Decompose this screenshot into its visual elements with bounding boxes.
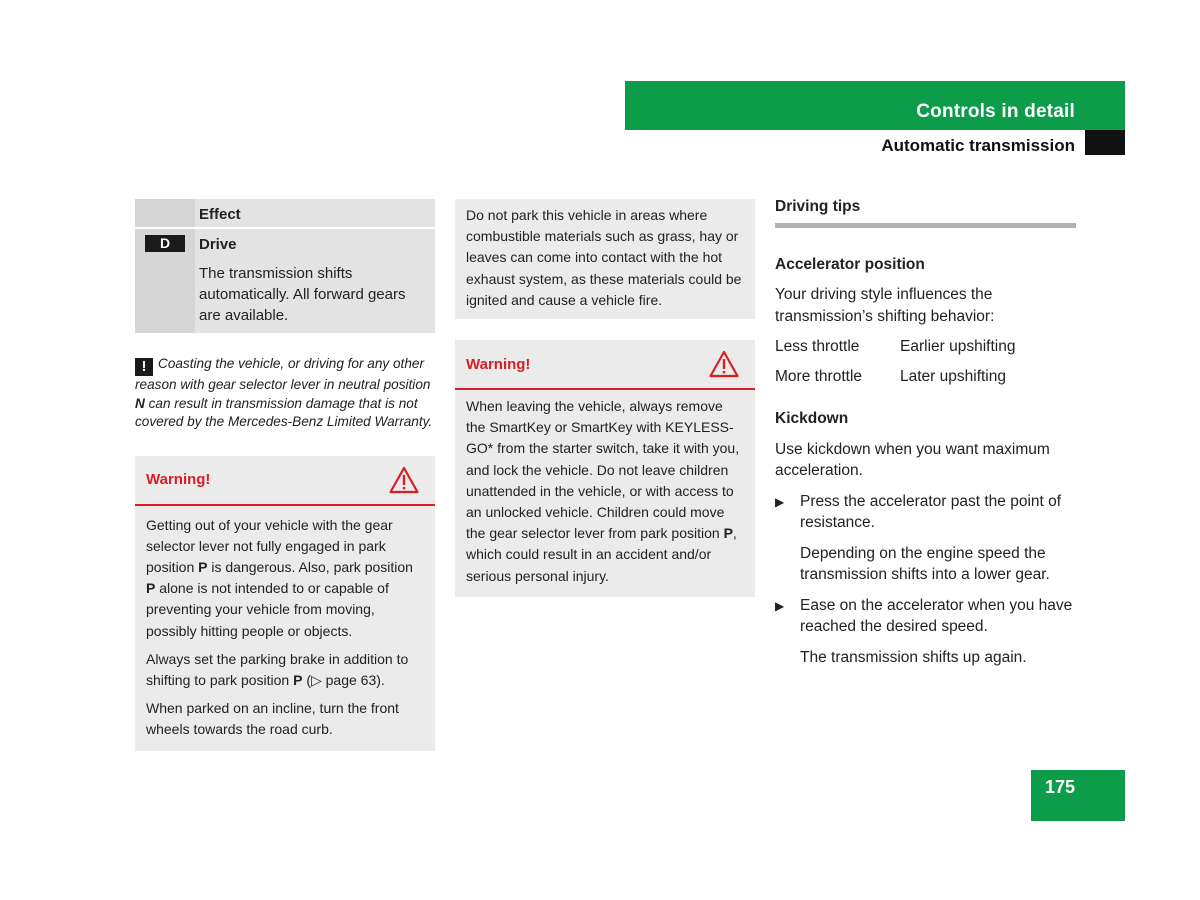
accelerator-heading: Accelerator position bbox=[775, 255, 925, 273]
throttle-row: Less throttle Earlier upshifting bbox=[775, 338, 1016, 355]
warning-label: Warning! bbox=[146, 471, 211, 488]
gear-description: The transmission shifts automatically. All forward gears are available. bbox=[199, 265, 406, 324]
instruction-result: The transmission shifts up again. bbox=[800, 648, 1027, 666]
effect-header-label: Effect bbox=[199, 206, 241, 223]
fire-hazard-note: Do not park this vehicle in areas where combustible materials such as grass, hay or leaves can come into contact with the hot exhaust system, as these materials could be ignited and cause a vehicle fire. bbox=[455, 199, 755, 319]
warning-paragraph: Always set the parking brake in addition to shifting to park position P (▷ page 63). bbox=[146, 650, 409, 688]
warning-label: Warning! bbox=[466, 355, 531, 373]
driving-tips-heading: Driving tips bbox=[775, 196, 1076, 228]
column-left bbox=[135, 199, 435, 751]
warning-paragraph: When parked on an incline, turn the front wheels towards the road curb. bbox=[146, 700, 399, 738]
warning-triangle-icon bbox=[389, 466, 419, 494]
throttle-row: More throttle Later upshifting bbox=[775, 367, 1006, 385]
gear-name: Drive bbox=[199, 236, 237, 253]
gear-d-icon: D bbox=[145, 235, 185, 252]
kickdown-heading: Kickdown bbox=[775, 410, 849, 427]
warning-triangle-icon bbox=[709, 350, 739, 378]
warning-box-parking bbox=[135, 456, 435, 751]
warning-paragraph: When leaving the vehicle, always remove the SmartKey or SmartKey with KEYLESS-GO* from the starter switch, take it with you, and lock the vehicle. Do not leave children unattended in the vehicle, or with access to an unlocked vehicle. Children could move the gear selector lever from park position P, which could result in an accident and/or serious personal injury. bbox=[466, 398, 740, 584]
instruction-step: ▶ Ease on the accelerator when you have reached the desired speed. bbox=[775, 595, 1076, 638]
effect-table bbox=[135, 199, 435, 333]
effect-table-row bbox=[135, 229, 435, 333]
subsection-marker bbox=[1085, 130, 1125, 155]
section-title: Controls in detail bbox=[916, 101, 1075, 122]
warning-paragraph: Getting out of your vehicle with the gear selector lever not fully engaged in park position P is dangerous. Also, park position P alone is not intended to or capable of preventing your vehicle from moving, possibly hitting people or objects. bbox=[146, 516, 413, 639]
effect-table-header bbox=[135, 199, 435, 229]
section-header-bar bbox=[625, 81, 1125, 130]
instruction-result: Depending on the engine speed the transmission shifts into a lower gear. bbox=[800, 544, 1050, 583]
arrow-right-icon: ▶ bbox=[775, 598, 785, 613]
page-number: 175 bbox=[1044, 777, 1075, 797]
damage-notice: ! Coasting the vehicle, or driving for any other reason with gear selector lever in neutral position N can result in transmission damage that is not covered by the Mercedes-Benz Limited Warranty. bbox=[135, 356, 433, 429]
accelerator-text: Your driving style influences the transmission’s shifting behavior: bbox=[775, 286, 995, 325]
column-middle bbox=[455, 199, 755, 597]
arrow-right-icon: ▶ bbox=[775, 494, 785, 509]
kickdown-text: Use kickdown when you want maximum acceleration. bbox=[775, 440, 1050, 479]
subsection-title: Automatic transmission bbox=[881, 136, 1075, 155]
instruction-step: ▶ Press the accelerator past the point of resistance. bbox=[775, 491, 1076, 534]
column-right bbox=[775, 196, 1076, 668]
exclamation-icon: ! bbox=[135, 358, 153, 376]
page-number-box bbox=[1031, 770, 1125, 821]
warning-box-smartkey bbox=[455, 340, 755, 597]
